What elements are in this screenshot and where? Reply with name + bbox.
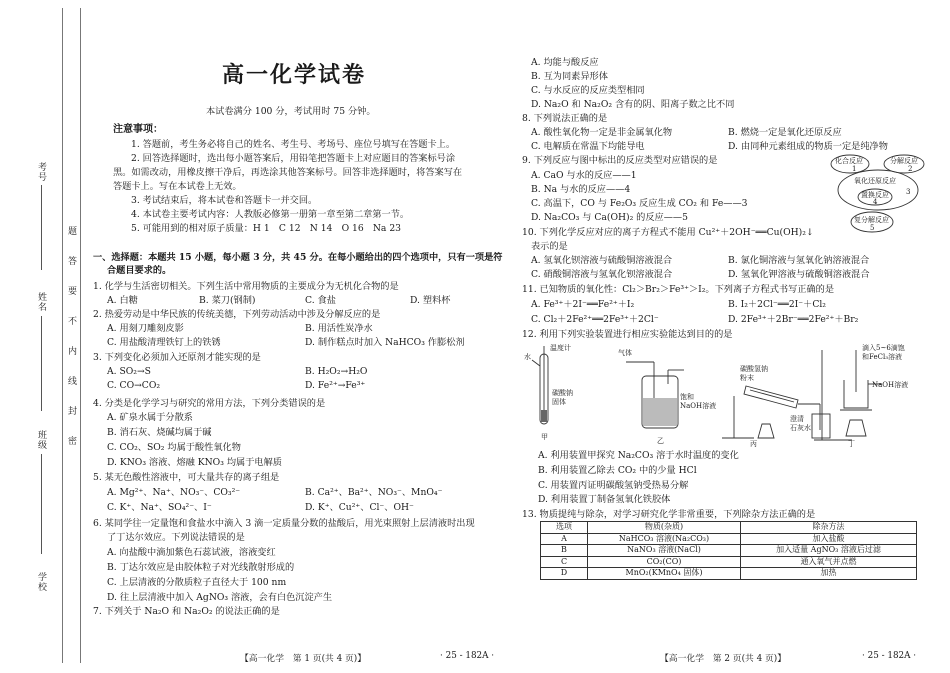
notice-line: 答题卡上。写在本试卷上无效。 xyxy=(113,181,242,192)
seal-char: 答 xyxy=(66,256,76,266)
purification-table xyxy=(540,521,917,580)
label-gas: 气体 xyxy=(618,349,632,357)
q12-option-d: D. 利用装置丁制备氢氧化铁胶体 xyxy=(538,494,671,505)
label-thermometer: 温度计 xyxy=(550,344,571,352)
section-heading: 一、选择题：本题共 15 小题，每小题 3 分，共 45 分。在每小题给出的四个选项中，只有一项是符 xyxy=(93,252,503,263)
table-header: 除杂方法 xyxy=(741,522,917,534)
venn-label-decomposition: 分解反应 xyxy=(890,157,918,165)
seal-char: 要 xyxy=(66,286,76,296)
table-cell: 加热 xyxy=(741,568,917,580)
q8-option-b: B. 燃烧一定是氧化还原反应 xyxy=(728,127,842,138)
question-6: 6. 某同学往一定量饱和食盐水中滴入 3 滴一定质量分数的盐酸后，用光束照射上层清液时出现 xyxy=(93,518,475,529)
q7-option-a: A. 均能与酸反应 xyxy=(531,57,599,68)
q11-option-d: D. 2Fe³⁺＋2Br⁻══2Fe²⁺＋Br₂ xyxy=(728,314,859,325)
q1-option-c: C. 食盐 xyxy=(305,295,336,306)
q5-option-a: A. Mg²⁺、Na⁺、NO₃⁻、CO₃²⁻ xyxy=(107,487,241,498)
q5-option-c: C. K⁺、Na⁺、SO₄²⁻、I⁻ xyxy=(107,502,212,513)
q4-option-d: D. KNO₃ 溶液、熔融 KNO₃ 均属于电解质 xyxy=(107,457,282,468)
question-2: 2. 热爱劳动是中华民族的传统美德，下列劳动活动中涉及分解反应的是 xyxy=(93,309,381,320)
notice-line: 5. 可能用到的相对原子质量：H 1 C 12 N 14 O 16 Na 23 xyxy=(131,223,402,234)
name-label: 姓名 xyxy=(36,292,46,312)
reaction-type-diagram xyxy=(828,148,928,238)
q4-option-b: B. 消石灰、烧碱均属于碱 xyxy=(107,427,212,438)
seal-char: 内 xyxy=(66,346,76,356)
q7-option-c: C. 与水反应的反应类型相同 xyxy=(531,85,645,96)
table-cell: 通入氧气并点燃 xyxy=(741,556,917,568)
table-cell: NaNO₃ 溶液(NaCl) xyxy=(588,545,741,557)
question-9: 9. 下列反应与图中标出的反应类型对应错误的是 xyxy=(522,155,718,166)
q5-option-d: D. K⁺、Cu²⁺、Cl⁻、OH⁻ xyxy=(305,502,414,513)
notice-line: 2. 回答选择题时，选出每小题答案后，用铅笔把答题卡上对应题目的答案标号涂 xyxy=(131,153,456,164)
q9-option-d: D. Na₂CO₃ 与 Ca(OH)₂ 的反应——5 xyxy=(531,212,688,223)
venn-label-redox: 氧化还原反应 xyxy=(854,177,896,185)
venn-num-4: 4 xyxy=(873,198,878,206)
seal-char: 题 xyxy=(66,226,76,236)
q3-option-c: C. CO→CO₂ xyxy=(107,380,161,391)
table-header-row xyxy=(541,522,917,534)
label-drip-1: 滴入5~6滴饱 xyxy=(862,344,905,352)
q2-option-d: D. 制作糕点时加入 NaHCO₃ 作膨松剂 xyxy=(305,337,465,348)
q1-option-d: D. 塑料杯 xyxy=(410,295,451,306)
label-sodium-bicarbonate: 碳酸氢钠 xyxy=(740,365,768,373)
table-cell: CO₂(CO) xyxy=(588,556,741,568)
q6-option-a: A. 向盐酸中滴加紫色石蕊试液，溶液变红 xyxy=(107,547,276,558)
q9-option-c: C. 高温下，CO 与 Fe₂O₃ 反应生成 CO₂ 和 Fe——3 xyxy=(531,198,748,209)
page2-code: · 25 - 182A · xyxy=(862,651,917,661)
q9-option-a: A. CaO 与水的反应——1 xyxy=(531,170,637,181)
label-saturated: 饱和 xyxy=(680,393,694,401)
fill-line-xingming xyxy=(41,316,42,411)
seal-char: 不 xyxy=(66,316,76,326)
table-cell: MnO₂(KMnO₄ 固体) xyxy=(588,568,741,580)
venn-num-3: 3 xyxy=(906,188,911,196)
school-label: 学校 xyxy=(36,572,46,592)
label-yi: 乙 xyxy=(657,437,664,445)
venn-label-double-displacement: 复分解反应 xyxy=(854,216,889,224)
table-cell: 加入盐酸 xyxy=(741,533,917,545)
notice-line: 3. 考试结束后，将本试卷和答题卡一并交回。 xyxy=(131,195,318,206)
question-4: 4. 分类是化学学习与研究的常用方法，下列分类错误的是 xyxy=(93,398,326,409)
subtitle: 本试卷满分 100 分，考试用时 75 分钟。 xyxy=(206,106,376,117)
q9-option-b: B. Na 与水的反应——4 xyxy=(531,184,631,195)
q5-option-b: B. Ca²⁺、Ba²⁺、NO₃⁻、MnO₄⁻ xyxy=(305,487,443,498)
label-powder: 粉末 xyxy=(740,374,754,382)
q8-option-d: D. 由同种元素组成的物质一定是纯净物 xyxy=(728,141,888,152)
q10-option-a: A. 氢氧化钡溶液与硫酸铜溶液混合 xyxy=(531,255,673,266)
venn-label-displacement: 置换反应 xyxy=(861,191,889,199)
question-3: 3. 下列变化必须加入还原剂才能实现的是 xyxy=(93,352,261,363)
label-sodium-carbonate: 碳酸钠 xyxy=(552,389,573,397)
table-cell: NaHCO₃ 溶液(Na₂CO₃) xyxy=(588,533,741,545)
q3-option-b: B. H₂O₂→H₂O xyxy=(305,366,368,377)
q11-option-b: B. I₂＋2Cl⁻══2I⁻＋Cl₂ xyxy=(728,299,826,310)
notice-heading: 注意事项： xyxy=(113,124,163,135)
q2-option-c: C. 用盐酸清理铁钉上的铁锈 xyxy=(107,337,221,348)
question-11: 11. 已知物质的氧化性：Cl₂＞Br₂＞Fe³⁺＞I₂。下列离子方程式书写正确的是 xyxy=(522,284,835,295)
question-8: 8. 下列说法正确的是 xyxy=(522,113,608,124)
venn-label-combination: 化合反应 xyxy=(835,157,863,165)
table-cell: B xyxy=(541,545,588,557)
page1-code: · 25 - 182A · xyxy=(440,651,495,661)
seal-char: 封 xyxy=(66,406,76,416)
q11-option-a: A. Fe³⁺＋2I⁻══Fe²⁺＋I₂ xyxy=(531,299,635,310)
q6-option-c: C. 上层清液的分散质粒子直径大于 100 nm xyxy=(107,577,287,588)
section-heading-cont: 合题目要求的。 xyxy=(107,265,172,276)
q12-option-c: C. 用装置丙证明碳酸氢钠受热易分解 xyxy=(538,480,689,491)
page1-footer: 【高一化学 第 1 页(共 4 页)】 xyxy=(240,654,367,664)
q1-option-b: B. 菜刀(钢制) xyxy=(199,295,256,306)
q7-option-b: B. 互为同素异形体 xyxy=(531,71,608,82)
fill-line-banji xyxy=(41,454,42,554)
label-solid: 固体 xyxy=(552,398,566,406)
exam-number-label: 考号 xyxy=(36,162,46,182)
table-cell: D xyxy=(541,568,588,580)
table-row xyxy=(541,556,917,568)
label-bing: 丙 xyxy=(750,440,757,448)
q10-option-d: D. 氢氧化钾溶液与硫酸铜溶液混合 xyxy=(728,269,870,280)
table-header: 物质(杂质) xyxy=(588,522,741,534)
q1-option-a: A. 白糖 xyxy=(107,295,138,306)
venn-num-2: 2 xyxy=(908,165,913,173)
q12-option-b: B. 利用装置乙除去 CO₂ 中的少量 HCl xyxy=(538,465,697,476)
q3-option-d: D. Fe²⁺→Fe³⁺ xyxy=(305,380,366,391)
notice-line: 1. 答题前，考生务必将自己的姓名、考生号、考场号、座位号填写在答题卡上。 xyxy=(131,139,456,150)
label-limewater-1: 澄清 xyxy=(790,415,804,423)
q2-option-b: B. 用活性炭净水 xyxy=(305,323,373,334)
q7-option-d: D. Na₂O 和 Na₂O₂ 含有的阴、阳离子数之比不同 xyxy=(531,99,735,110)
table-header: 选项 xyxy=(541,522,588,534)
venn-num-5: 5 xyxy=(870,224,875,232)
label-naoh: NaOH溶液 xyxy=(872,381,909,389)
question-7: 7. 下列关于 Na₂O 和 Na₂O₂ 的说法正确的是 xyxy=(93,606,280,617)
venn-num-1: 1 xyxy=(852,165,857,173)
notice-line: 黑。如需改动，用橡皮擦干净后，再选涂其他答案标号。回答非选择题时，将答案写在 xyxy=(113,167,463,178)
q6-option-d: D. 往上层清液中加入 AgNO₃ 溶液，会有白色沉淀产生 xyxy=(107,592,333,603)
question-10: 10. 下列化学反应对应的离子方程式不能用 Cu²⁺＋2OH⁻══Cu(OH)₂↓ xyxy=(522,227,814,238)
label-drip-2: 和FeCl₃溶液 xyxy=(862,353,903,361)
label-naoh-solution: NaOH溶液 xyxy=(680,402,717,410)
question-1: 1. 化学与生活密切相关。下列生活中常用物质的主要成分为无机化合物的是 xyxy=(93,281,399,292)
q2-option-a: A. 用刻刀雕刻皮影 xyxy=(107,323,184,334)
question-6-cont: 了丁达尔效应。下列说法错误的是 xyxy=(107,532,245,543)
page2-footer: 【高一化学 第 2 页(共 4 页)】 xyxy=(660,654,787,664)
seal-char: 线 xyxy=(66,376,76,386)
label-jia: 甲 xyxy=(541,433,548,441)
question-13: 13. 物质提纯与除杂，对学习研究化学非常重要，下列除杂方法正确的是 xyxy=(522,509,816,520)
q4-option-a: A. 矿泉水属于分散系 xyxy=(107,412,193,423)
margin-line-inner xyxy=(80,8,81,663)
page-title: 高一化学试卷 xyxy=(222,62,367,88)
q8-option-a: A. 酸性氧化物一定是非金属氧化物 xyxy=(531,127,673,138)
notice-line: 4. 本试卷主要考试内容：人教版必修第一册第一章至第二章第一节。 xyxy=(131,209,410,220)
class-label: 班级 xyxy=(36,430,46,450)
label-water: 水 xyxy=(524,353,531,361)
table-cell: C xyxy=(541,556,588,568)
apparatus-figure xyxy=(522,340,932,452)
q11-option-c: C. Cl₂＋2Fe²⁺══2Fe³⁺＋2Cl⁻ xyxy=(531,314,659,325)
question-10-cont: 表示的是 xyxy=(531,241,568,252)
table-cell: A xyxy=(541,533,588,545)
seal-char: 密 xyxy=(66,436,76,446)
table-row xyxy=(541,568,917,580)
margin-line-outer xyxy=(62,8,63,663)
table-cell: 加入适量 AgNO₃ 溶液后过滤 xyxy=(741,545,917,557)
q3-option-a: A. SO₂→S xyxy=(107,366,151,377)
question-12: 12. 利用下列实验装置进行相应实验能达到目的的是 xyxy=(522,329,733,340)
table-row xyxy=(541,545,917,557)
label-limewater-2: 石灰水 xyxy=(790,424,811,432)
q10-option-c: C. 硝酸铜溶液与氢氧化钡溶液混合 xyxy=(531,269,673,280)
q8-option-c: C. 电解质在常温下均能导电 xyxy=(531,141,645,152)
q6-option-b: B. 丁达尔效应是由胶体粒子对光线散射形成的 xyxy=(107,562,295,573)
fill-line-kaohao xyxy=(41,185,42,270)
label-ding: 丁 xyxy=(848,440,855,448)
question-5: 5. 某无色酸性溶液中，可大量共存的离子组是 xyxy=(93,472,280,483)
table-row xyxy=(541,533,917,545)
q10-option-b: B. 氯化铜溶液与氢氧化钠溶液混合 xyxy=(728,255,870,266)
q12-option-a: A. 利用装置甲探究 Na₂CO₃ 溶于水时温度的变化 xyxy=(538,450,739,461)
q4-option-c: C. CO₂、SO₂ 均属于酸性氧化物 xyxy=(107,442,241,453)
